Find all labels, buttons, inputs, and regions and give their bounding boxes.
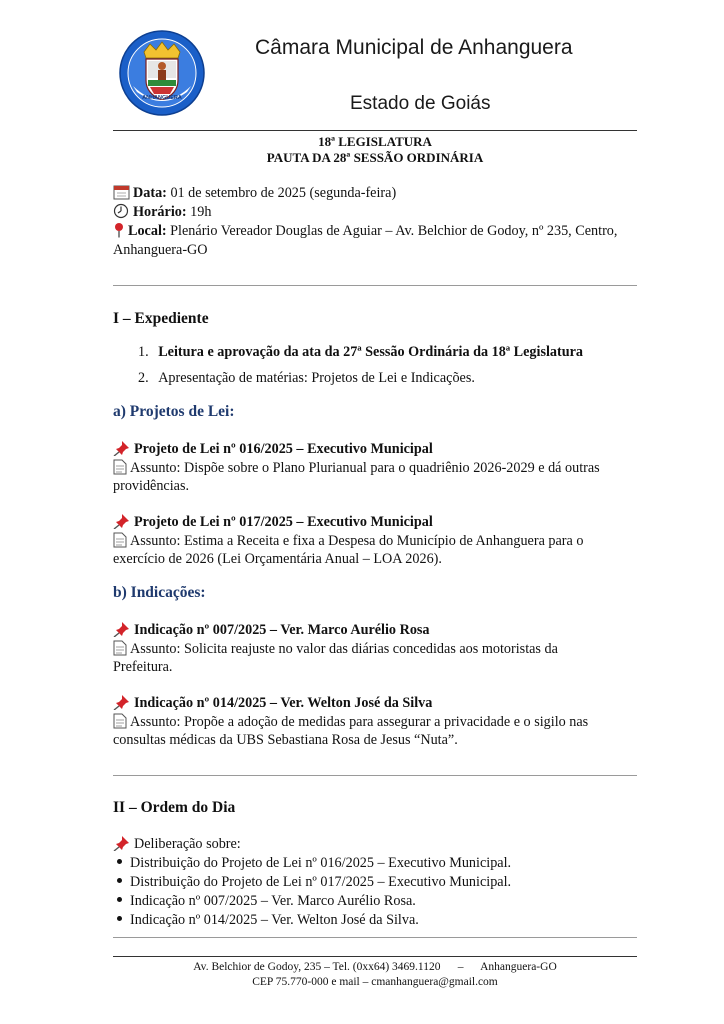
indicacao-subject-continuation: Prefeitura. <box>113 659 173 675</box>
calendar-icon <box>113 184 130 200</box>
pushpin-icon <box>113 513 131 529</box>
projeto-subject: Assunto: Dispõe sobre o Plano Plurianual para o quadriênio 2026-2029 e dá outras <box>113 459 643 477</box>
agenda-heading: PAUTA DA 28ª SESSÃO ORDINÁRIA <box>266 150 484 165</box>
bullet-dot <box>117 916 122 921</box>
item-number: 2. <box>138 370 149 386</box>
time-label: Horário: <box>133 204 187 220</box>
municipal-seal-logo <box>119 30 205 116</box>
time-value: 19h <box>190 204 212 220</box>
date-value: 01 de setembro de 2025 (segunda-feira) <box>170 185 397 201</box>
pushpin-icon <box>113 694 131 710</box>
document-icon <box>113 713 127 729</box>
header-divider <box>113 130 637 131</box>
pushpin-icon <box>113 621 131 637</box>
projeto-title: Projeto de Lei nº 016/2025 – Executivo Municipal <box>113 440 643 458</box>
projeto-subject: Assunto: Estima a Receita e fixa a Despesa do Município de Anhanguera para o <box>113 532 643 550</box>
projeto-subject-continuation: providências. <box>113 478 190 494</box>
chamber-title: Câmara Municipal de Anhanguera <box>255 36 573 59</box>
ordem-intro: Deliberação sobre: <box>113 835 643 853</box>
pushpin-icon <box>113 835 131 851</box>
footer-divider <box>113 956 637 957</box>
indicacao-title: Indicação nº 007/2025 – Ver. Marco Aurélio Rosa <box>113 621 643 639</box>
item-number: 1. <box>138 344 149 360</box>
bullet-dot <box>117 897 122 902</box>
indicacoes-heading: b) Indicações: <box>113 584 206 601</box>
ordem-heading: II – Ordem do Dia <box>113 799 236 816</box>
place-line <box>113 222 643 240</box>
place-label: Local: <box>128 223 167 239</box>
state-title: Estado de Goiás <box>350 93 491 114</box>
ordem-bullet: Distribuição do Projeto de Lei nº 017/2025 – Executivo Municipal. <box>113 873 511 891</box>
footer-contact: CEP 75.770-000 e mail – cmanhanguera@gmail.com <box>252 976 498 988</box>
time-line <box>113 203 643 221</box>
ordem-bullet: Indicação nº 014/2025 – Ver. Welton José da Silva. <box>113 911 419 929</box>
footer-address: Av. Belchior de Godoy, 235 – Tel. (0xx64) 3469.1120 – Anhanguera-GO <box>193 961 557 973</box>
section-divider <box>113 937 637 938</box>
legislature-heading: 18ª LEGISLATURA <box>318 134 432 149</box>
indicacao-subject: Assunto: Solicita reajuste no valor das diárias concedidas aos motoristas da <box>113 640 643 658</box>
document-icon <box>113 532 127 548</box>
date-line <box>113 184 643 202</box>
expediente-item <box>138 370 475 387</box>
location-pin-icon <box>113 222 125 238</box>
place-value: Plenário Vereador Douglas de Aguiar – Av. Belchior de Godoy, nº 235, Centro, <box>170 223 618 239</box>
document-icon <box>113 640 127 656</box>
section-divider <box>113 285 637 286</box>
bullet-dot <box>117 878 122 883</box>
ordem-bullet: Distribuição do Projeto de Lei nº 016/2025 – Executivo Municipal. <box>113 854 511 872</box>
item-text: Apresentação de matérias: Projetos de Lei e Indicações. <box>158 370 475 386</box>
ordem-bullet: Indicação nº 007/2025 – Ver. Marco Aurélio Rosa. <box>113 892 416 910</box>
place-value-continuation: Anhanguera-GO <box>113 242 208 258</box>
indicacao-subject-continuation: consultas médicas da UBS Sebastiana Rosa de Jesus “Nuta”. <box>113 732 458 748</box>
section-divider <box>113 775 637 776</box>
svg-text:ANHANGUERA: ANHANGUERA <box>142 95 182 101</box>
pushpin-icon <box>113 440 131 456</box>
expediente-heading: I – Expediente <box>113 310 209 327</box>
document-icon <box>113 459 127 475</box>
indicacao-title: Indicação nº 014/2025 – Ver. Welton José da Silva <box>113 694 643 712</box>
projeto-subject-continuation: exercício de 2026 (Lei Orçamentária Anual – LOA 2026). <box>113 551 442 567</box>
bullet-dot <box>117 859 122 864</box>
item-text: Leitura e aprovação da ata da 27ª Sessão Ordinária da 18ª Legislatura <box>158 344 584 360</box>
expediente-item <box>138 344 583 361</box>
indicacao-subject: Assunto: Propõe a adoção de medidas para assegurar a privacidade e o sigilo nas <box>113 713 643 731</box>
date-label: Data: <box>133 185 167 201</box>
projetos-heading: a) Projetos de Lei: <box>113 403 235 420</box>
clock-icon <box>113 203 130 219</box>
projeto-title: Projeto de Lei nº 017/2025 – Executivo Municipal <box>113 513 643 531</box>
